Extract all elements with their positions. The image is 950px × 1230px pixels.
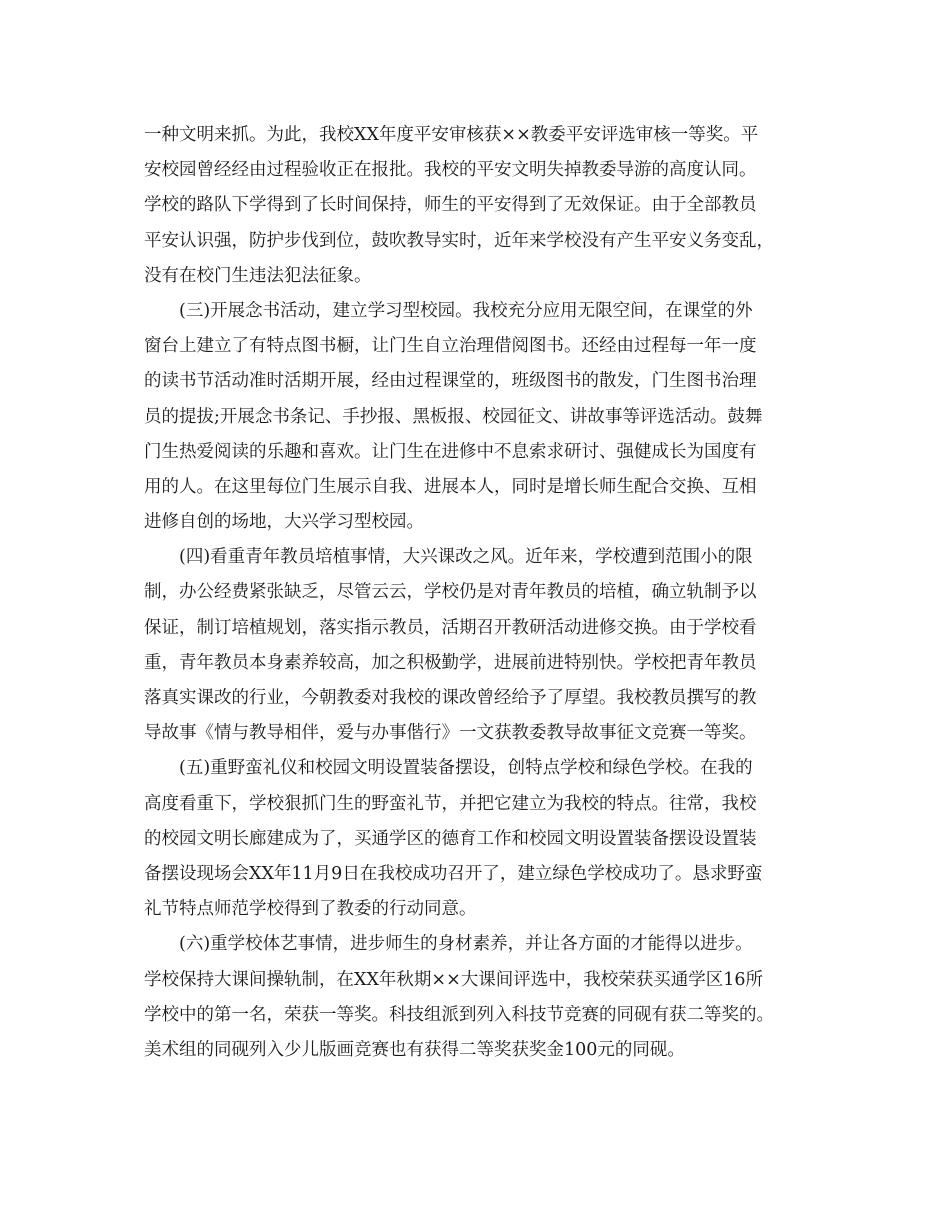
text-line: 窗台上建立了有特点图书橱，让门生自立治理借阅图书。还经由过程每一年一度: [144, 336, 757, 357]
text-line: (三)开展念书活动，建立学习型校园。我校充分应用无限空间，在课堂的外: [179, 300, 753, 321]
text-line: 平安认识强，防护步伐到位，鼓吹教导实时，近年来学校没有产生平安义务变乱，: [144, 230, 774, 251]
paragraph: [144, 927, 812, 1068]
text-line: 用的人。在这里每位门生展示自我、进展本人，同时是增长师生配合交换、互相: [144, 476, 757, 497]
text-line: 备摆设现场会XX年11月9日在我校成功召开了，建立绿色学校成功了。恳求野蛮: [144, 863, 763, 884]
text-line: 落真实课改的行业，今朝教委对我校的课改曾经给予了厚望。我校教员撰写的教: [144, 688, 757, 708]
text-line: 门生热爱阅读的乐趣和喜欢。让门生在进修中不息索求研讨、强健成长为国度有: [144, 441, 757, 462]
text-line: (四)看重青年教员培植事情，大兴课改之风。近年来，学校遭到范围小的限: [179, 547, 753, 568]
text-line: 没有在校门生违法犯法征象。: [144, 265, 372, 286]
text-line: 导故事《情与教导相伴，爱与办事偕行》一文获教委教导故事征文竞赛一等奖。: [144, 723, 757, 744]
text-line: (六)重学校体艺事情，进步师生的身材素养，并让各方面的才能得以进步。: [179, 934, 753, 955]
text-line: 员的提拔;开展念书条记、手抄报、黑板报、校园征文、讲故事等评选活动。鼓舞: [144, 406, 763, 427]
text-line: 美术组的同砚列入少儿版画竞赛也有获得二等奖获奖金100元的同砚。: [144, 1039, 685, 1060]
paragraph: [144, 751, 812, 927]
text-line: (五)重野蛮礼仪和校园文明设置装备摆设，创特点学校和绿色学校。在我的: [179, 758, 753, 779]
text-line: 学校中的第一名，荣获一等奖。科技组派到列入科技节竞赛的同砚有获二等奖的。: [144, 1004, 774, 1025]
text-line: 学校保持大课间操轨制，在XX年秋期××大课间评选中，我校荣获买通学区16所: [144, 969, 764, 990]
text-line: 学校的路队下学得到了长时间保持，师生的平安得到了无效保证。由于全部教员: [144, 195, 757, 216]
paragraph: [144, 540, 812, 751]
text-line: 礼节特点师范学校得到了教委的行动同意。: [144, 899, 477, 920]
paragraph: [144, 294, 812, 540]
text-line: 的校园文明长廊建成为了，买通学区的德育工作和校园文明设置装备摆设设置装: [144, 828, 757, 849]
text-line: 安校园曾经经由过程验收正在报批。我校的平安文明失掉教委导游的高度认同。: [144, 160, 757, 181]
document-body: [144, 118, 812, 1068]
text-line: 一种文明来抓。为此，我校XX年度平安审核获××教委平安评选审核一等奖。平: [144, 125, 759, 145]
text-line: 制，办公经费紧张缺乏，尽管云云，学校仍是对青年教员的培植，确立轨制予以: [144, 582, 757, 603]
text-line: 高度看重下，学校狠抓门生的野蛮礼节，并把它建立为我校的特点。往常，我校: [144, 793, 757, 814]
paragraph: [144, 118, 812, 294]
text-line: 的读书节活动准时活期开展，经由过程课堂的，班级图书的散发，门生图书治理: [144, 371, 757, 392]
text-line: 进修自创的场地，大兴学习型校园。: [144, 512, 424, 533]
text-line: 重，青年教员本身素养较高，加之积极勤学，进展前进特别快。学校把青年教员: [144, 652, 757, 673]
text-line: 保证，制订培植规划，落实指示教员，活期召开教研活动进修交换。由于学校看: [144, 617, 757, 638]
